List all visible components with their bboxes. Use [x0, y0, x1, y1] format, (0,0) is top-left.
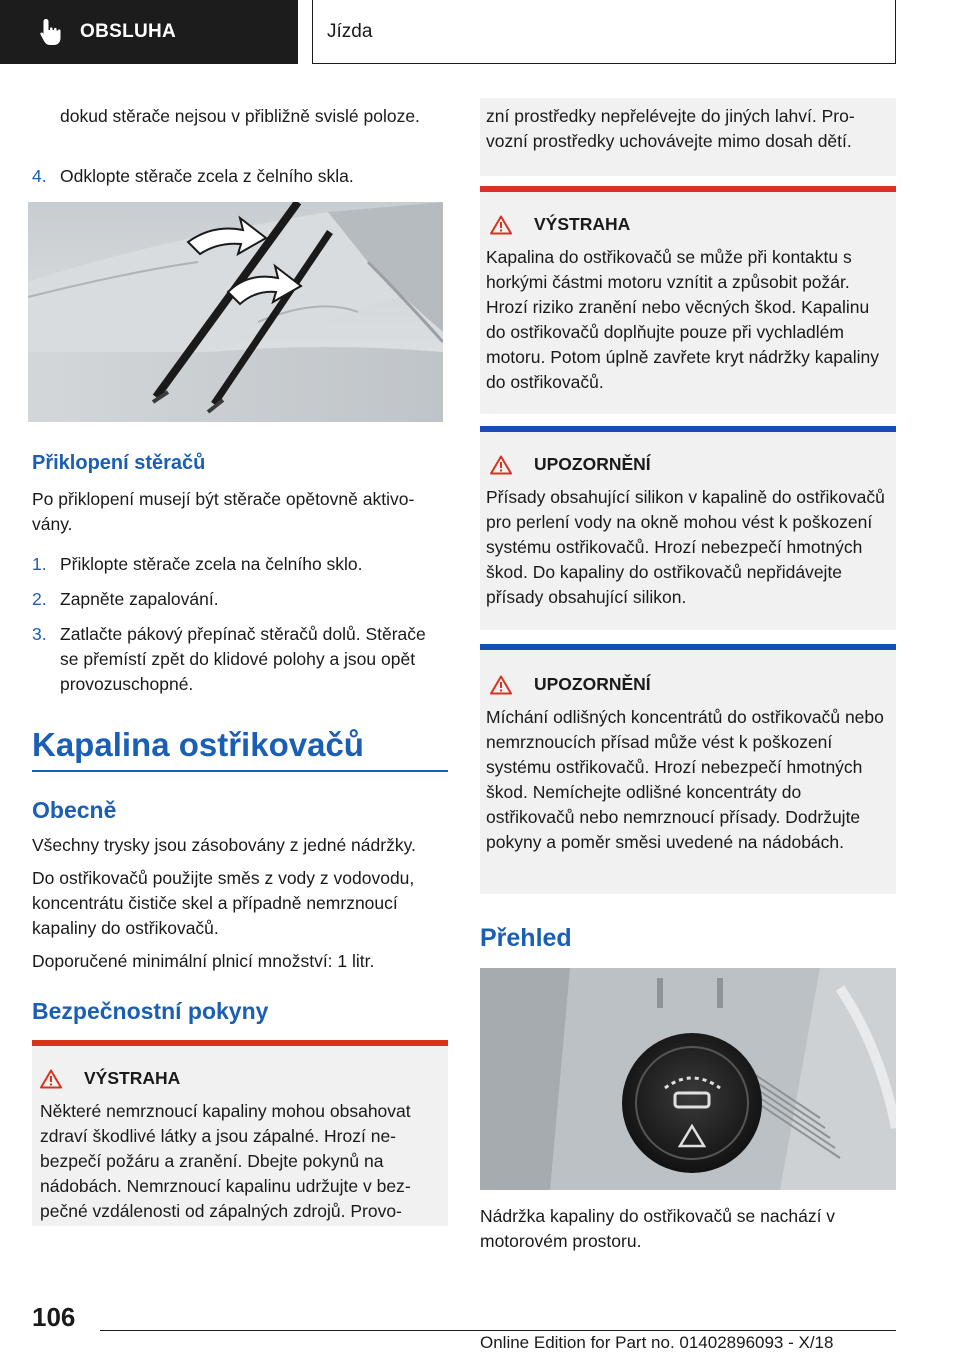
- list-item: [32, 587, 448, 612]
- list-text: Zapněte zapalování.: [60, 589, 219, 609]
- caption-block: [480, 1204, 896, 1254]
- warning-body: Kapalina do ostřikovačů se může při kontaktu s horkými částmi motoru vznítit a způsobit požár. Hrozí riziko zranění nebo věcných škod. Kapalinu do ostřikovačů doplňujte pouze při vychladlém motoru. Potom úplně zavřete kryt nádržky kapaliny do ostřikovačů.: [486, 247, 879, 392]
- wiper-illustration: [28, 202, 443, 422]
- step-4: [32, 164, 448, 189]
- notice-title-text: UPOZORNĚNÍ: [534, 674, 651, 694]
- reservoir-cap-photo: [480, 968, 896, 1190]
- notice-title-text: UPOZORNĚNÍ: [534, 454, 651, 474]
- general-paragraph-2: Do ostřikovačů použijte směs z vody z vodovodu, koncentrátu čističe skel a případně nemrznoucí kapaliny do ostřikovačů.: [32, 868, 415, 938]
- page-number: 106: [32, 1302, 76, 1332]
- fold-intro-block: [32, 487, 448, 537]
- warning-body-continued: zní prostředky nepřelévejte do jiných lahví. Provozní prostředky uchovávejte mimo dosah dětí.: [486, 106, 855, 151]
- notice-body: Přísady obsahující silikon v kapalině do ostřikovačů pro perlení vody na okně mohou vést k poškození systému ostřikovačů. Hrozí nebezpečí hmotných škod. Do kapaliny do ostřikovačů nepřidávejte přísady obsahující silikon.: [486, 487, 885, 607]
- footer-rule: [100, 1330, 896, 1331]
- warning-box-1: [32, 1040, 448, 1226]
- general-heading: Obecně: [32, 797, 117, 823]
- warning-triangle-icon: [490, 455, 512, 475]
- general-text: [32, 833, 448, 974]
- list-text: Přiklopte stěrače zcela na čelního sklo.: [60, 554, 363, 574]
- list-number: 3.: [32, 624, 47, 644]
- warning-triangle-icon: [490, 675, 512, 695]
- warning-title-text: VÝSTRAHA: [534, 214, 631, 234]
- main-heading-block: [32, 726, 448, 764]
- warning-box-2: [480, 186, 896, 414]
- chapter-title-text: Jízda: [327, 20, 373, 42]
- overview-heading: Přehled: [480, 924, 572, 952]
- notice-title: [480, 432, 896, 475]
- list-number: 4.: [32, 166, 47, 186]
- overview-heading-block: [480, 924, 896, 953]
- warning-title-text: VÝSTRAHA: [84, 1068, 181, 1088]
- list-item: [32, 552, 448, 577]
- list-text: Odklopte stěrače zcela z čelního skla.: [60, 166, 354, 186]
- notice-box-1: [480, 426, 896, 630]
- warning-title: [32, 1046, 448, 1089]
- warning-triangle-icon: [490, 215, 512, 235]
- list-item: [32, 622, 448, 697]
- continued-text: [32, 104, 448, 129]
- section-tab: [0, 0, 298, 64]
- fold-intro: Po přiklopení musejí být stěrače opětovně aktivovány.: [32, 489, 415, 534]
- notice-box-2: [480, 644, 896, 894]
- chapter-title: [312, 0, 896, 64]
- warning-triangle-icon: [40, 1069, 62, 1089]
- notice-title: [480, 650, 896, 695]
- fold-section: [32, 452, 448, 475]
- hand-pointer-icon: [38, 17, 64, 47]
- notice-body: Míchání odlišných koncentrátů do ostřikovačů nebo nemrznoucích přísad může vést k poškození systému ostřikovačů. Hrozí nebezpečí hmotných škod. Nemíchejte odlišné koncentráty do ostřikovačů nebo nemrznoucí přísady. Dodržujte pokyny a poměr směsi uvedené na nádobách.: [486, 707, 884, 852]
- safety-heading-block: [32, 998, 448, 1025]
- warning-title: [480, 192, 896, 235]
- safety-heading: Bezpečnostní pokyny: [32, 998, 269, 1024]
- general-heading-block: [32, 797, 448, 824]
- list-text: Zatlačte pákový přepínač stěračů dolů. Stěrače se přemístí zpět do klidové polohy a jsou opět provozuschopné.: [60, 624, 426, 694]
- list-number: 2.: [32, 589, 47, 609]
- general-paragraph-3: Doporučené minimální plnicí množství: 1 litr.: [32, 951, 375, 971]
- heading-rule: [32, 770, 448, 772]
- general-paragraph-1: Všechny trysky jsou zásobovány z jedné nádržky.: [32, 835, 416, 855]
- fold-heading: Přiklopení stěračů: [32, 452, 206, 474]
- main-heading: Kapalina ostřikovačů: [32, 726, 364, 763]
- warning-body: Některé nemrznoucí kapaliny mohou obsahovat zdraví škodlivé látky a jsou zápalné. Hrozí nebezpečí požáru a zranění. Dbejte pokynů na nádobách. Nemrznoucí kapalinu udržujte v bezpečné vzdálenosti od zápalných zdrojů. Provo-: [40, 1101, 411, 1221]
- warning-box-1-continued: [480, 98, 896, 176]
- edition-info: Online Edition for Part no. 01402896093 - X/18: [480, 1333, 834, 1352]
- fold-steps: [32, 552, 448, 697]
- list-number: 1.: [32, 554, 47, 574]
- section-tab-label: OBSLUHA: [80, 21, 177, 42]
- image-caption: Nádržka kapaliny do ostřikovačů se nachází v motorovém prostoru.: [480, 1206, 836, 1251]
- continued-paragraph: dokud stěrače nejsou v přibližně svislé poloze.: [60, 106, 420, 126]
- list-item: [32, 164, 448, 189]
